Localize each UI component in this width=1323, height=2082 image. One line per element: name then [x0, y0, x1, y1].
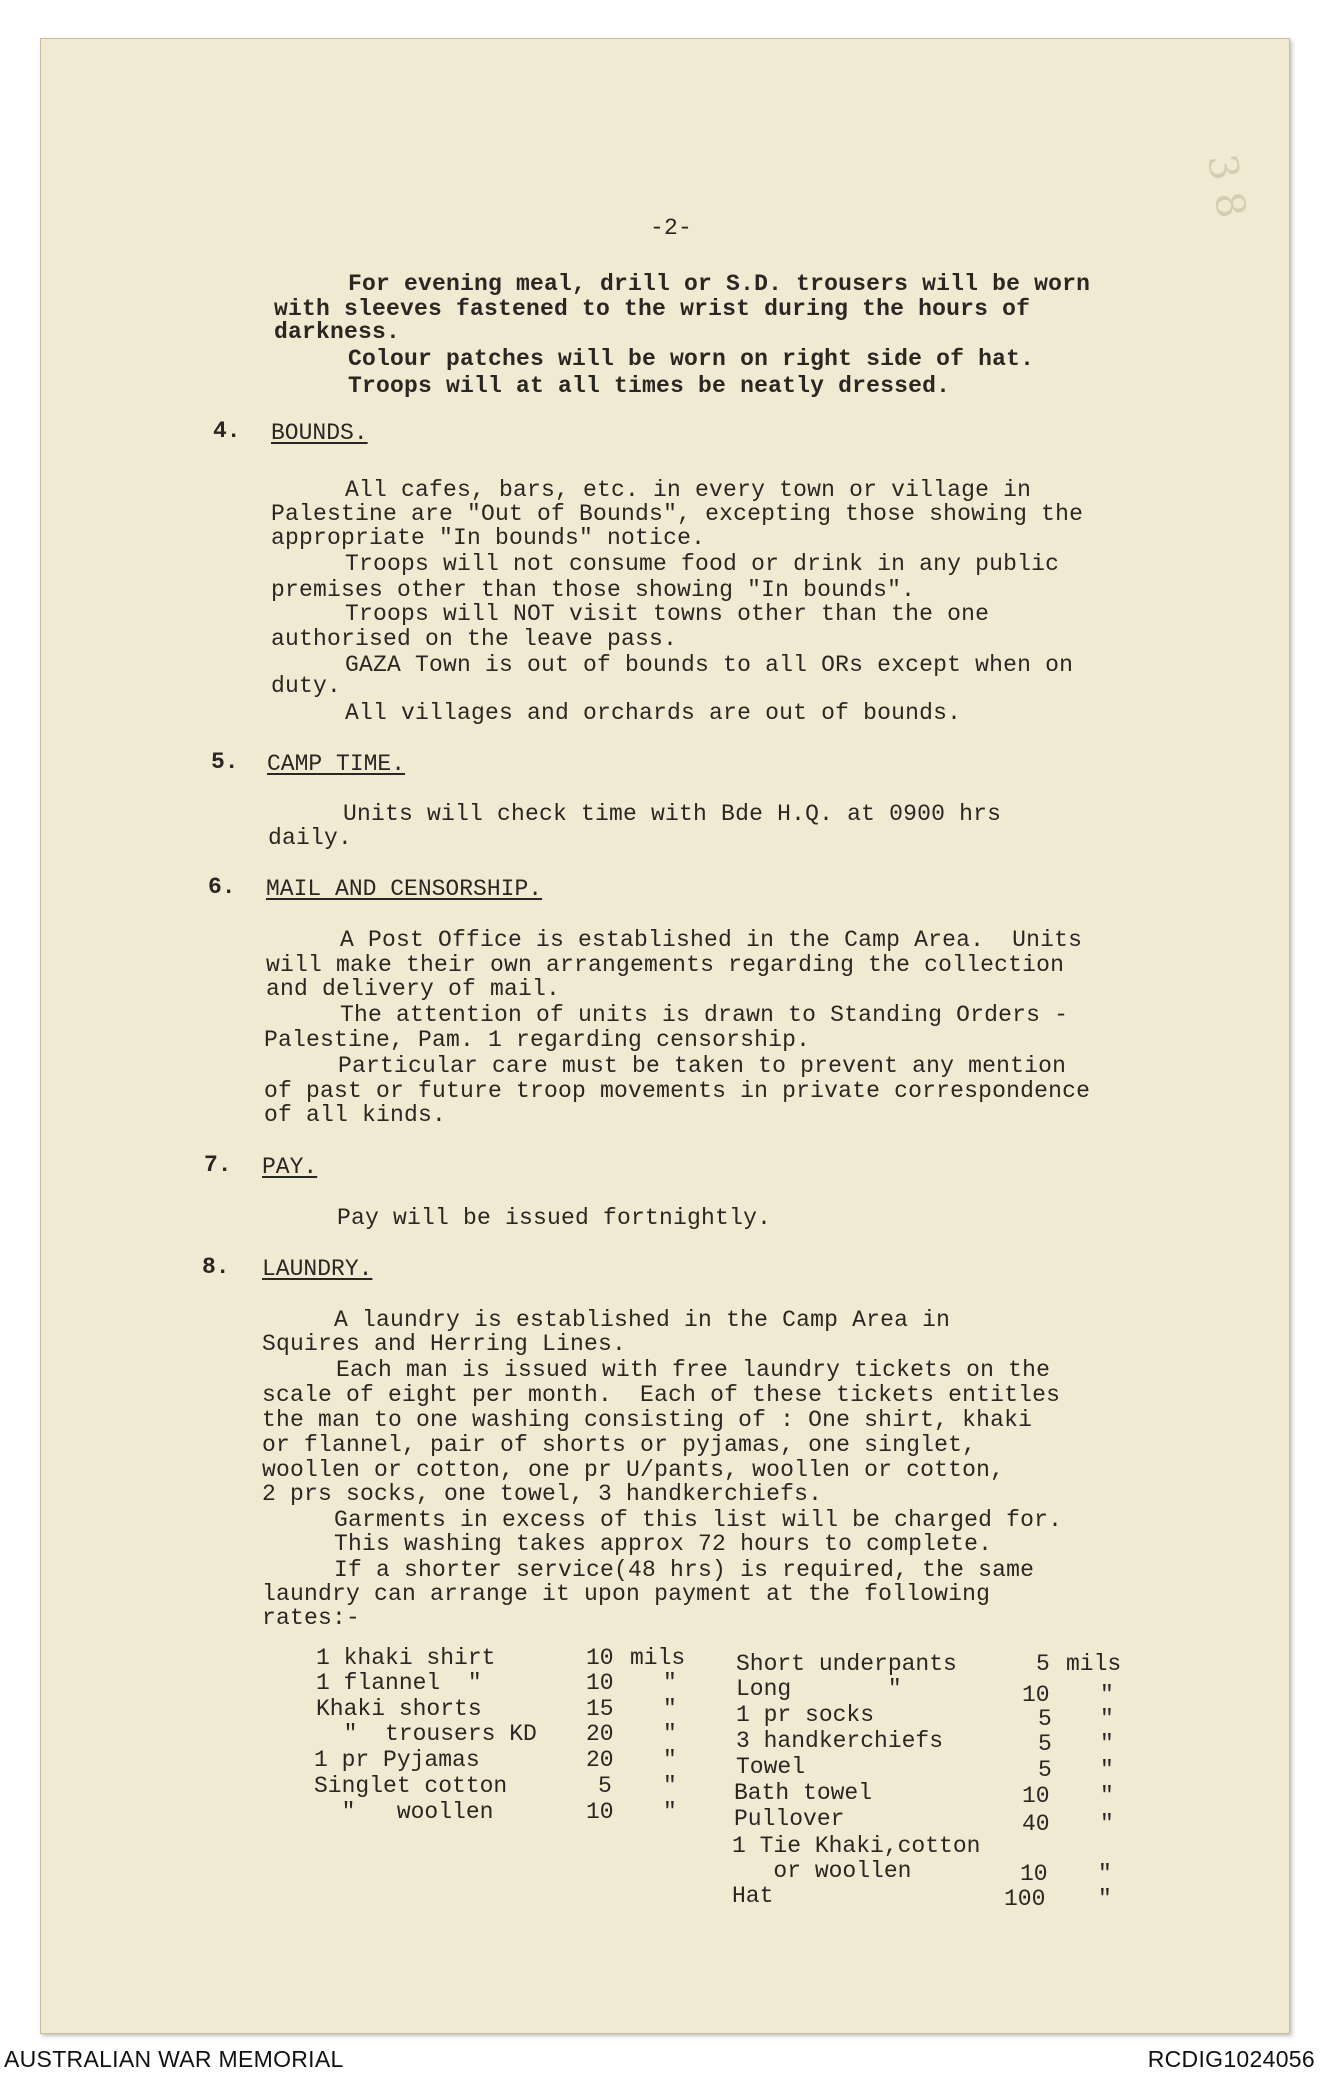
laundry-line: This washing takes approx 72 hours to complete.: [334, 1531, 993, 1557]
rate-price: 10: [586, 1645, 614, 1671]
rate-price: 10: [1022, 1682, 1050, 1708]
intro-line: darkness.: [274, 319, 401, 345]
camp-time-line: Units will check time with Bde H.Q. at 0900 hrs: [343, 801, 1002, 827]
rate-price: 5: [1038, 1731, 1052, 1757]
rate-unit: mils: [1066, 1651, 1122, 1677]
rate-price: 15: [586, 1696, 614, 1722]
rate-price: 10: [586, 1670, 614, 1696]
bounds-line: All villages and orchards are out of bounds.: [345, 700, 962, 726]
bounds-line: authorised on the leave pass.: [271, 626, 678, 652]
section-heading-pay: PAY.: [262, 1154, 318, 1180]
rate-item: Long ": [736, 1676, 902, 1702]
section-heading-bounds: BOUNDS.: [271, 420, 368, 446]
mail-line: and delivery of mail.: [266, 976, 561, 1002]
rate-item: Singlet cotton: [314, 1773, 508, 1799]
rate-price: 10: [586, 1799, 614, 1825]
rate-unit: ": [663, 1747, 677, 1773]
rate-price: 20: [586, 1721, 614, 1747]
laundry-line: If a shorter service(48 hrs) is required, the same: [334, 1557, 1035, 1583]
section-number: 5.: [211, 749, 239, 775]
rate-price: 20: [586, 1747, 614, 1773]
footer-source: AUSTRALIAN WAR MEMORIAL: [4, 2046, 344, 2072]
intro-line: For evening meal, drill or S.D. trousers will be worn: [348, 271, 1091, 297]
section-heading-camp-time: CAMP TIME.: [267, 751, 406, 777]
rate-item: Bath towel: [734, 1780, 873, 1806]
rate-item: Towel: [736, 1754, 806, 1780]
rate-item: 1 Tie Khaki,cotton: [732, 1833, 981, 1859]
rate-item: " woollen: [314, 1799, 494, 1825]
rate-item: or woollen: [732, 1858, 912, 1884]
pay-line: Pay will be issued fortnightly.: [337, 1205, 772, 1231]
laundry-line: the man to one washing consisting of : One shirt, khaki: [262, 1407, 1033, 1433]
section-heading-laundry: LAUNDRY.: [262, 1256, 373, 1282]
rate-unit: ": [663, 1670, 677, 1696]
rate-unit: ": [1100, 1731, 1114, 1757]
rate-item: " trousers KD: [316, 1721, 537, 1747]
rate-unit: ": [1100, 1706, 1114, 1732]
rate-price: 5: [598, 1773, 612, 1799]
rate-unit: ": [1100, 1783, 1114, 1809]
rate-price: 5: [1036, 1651, 1050, 1677]
rate-unit: ": [663, 1696, 677, 1722]
bounds-line: appropriate "In bounds" notice.: [271, 525, 706, 551]
rate-unit: mils: [630, 1645, 686, 1671]
rate-item: 1 pr Pyjamas: [314, 1747, 480, 1773]
rate-unit: ": [663, 1721, 677, 1747]
bounds-line: premises other than those showing "In bounds".: [271, 577, 916, 603]
laundry-line: Squires and Herring Lines.: [262, 1331, 627, 1357]
page-number: -2-: [650, 215, 693, 241]
rate-unit: ": [1098, 1886, 1112, 1912]
mail-line: of past or future troop movements in private correspondence: [264, 1078, 1091, 1104]
laundry-line: laundry can arrange it upon payment at the following: [262, 1581, 991, 1607]
laundry-line: or flannel, pair of shorts or pyjamas, one singlet,: [262, 1432, 977, 1458]
rate-unit: ": [663, 1799, 677, 1825]
rate-price: 100: [1004, 1886, 1046, 1912]
laundry-line: rates:-: [262, 1605, 361, 1631]
rate-price: 40: [1022, 1811, 1050, 1837]
rate-item: Khaki shorts: [316, 1696, 482, 1722]
intro-line: Troops will at all times be neatly dressed.: [348, 373, 951, 399]
laundry-line: scale of eight per month. Each of these tickets entitles: [262, 1382, 1061, 1408]
rate-unit: ": [1100, 1811, 1114, 1837]
mail-line: of all kinds.: [264, 1102, 447, 1128]
mail-line: Particular care must be taken to prevent any mention: [338, 1053, 1067, 1079]
section-number: 6.: [208, 874, 236, 900]
rate-unit: ": [663, 1773, 677, 1799]
mail-line: A Post Office is established in the Camp Area. Units: [340, 927, 1083, 953]
footer-record-id: RCDIG1024056: [1147, 2046, 1315, 2072]
rate-item: Hat: [732, 1883, 774, 1909]
rate-item: 1 khaki shirt: [316, 1645, 496, 1671]
section-number: 7.: [204, 1152, 232, 1178]
rate-item: Short underpants: [736, 1651, 957, 1677]
section-number: 8.: [202, 1254, 230, 1280]
rate-item: Pullover: [734, 1806, 845, 1832]
rate-item: 1 flannel ": [316, 1670, 482, 1696]
bounds-line: All cafes, bars, etc. in every town or village in: [345, 477, 1032, 503]
mail-line: will make their own arrangements regarding the collection: [266, 952, 1065, 978]
bounds-line: duty.: [271, 673, 342, 699]
rate-item: 3 handkerchiefs: [736, 1728, 944, 1754]
laundry-line: 2 prs socks, one towel, 3 handkerchiefs.: [262, 1481, 823, 1507]
bounds-line: Palestine are "Out of Bounds", excepting those showing the: [271, 501, 1084, 527]
section-heading-mail: MAIL AND CENSORSHIP.: [266, 876, 543, 902]
rate-price: 5: [1038, 1706, 1052, 1732]
laundry-line: A laundry is established in the Camp Area in: [334, 1307, 951, 1333]
mail-line: Palestine, Pam. 1 regarding censorship.: [264, 1027, 811, 1053]
laundry-line: woollen or cotton, one pr U/pants, woollen or cotton,: [262, 1457, 1005, 1483]
rate-price: 5: [1038, 1757, 1052, 1783]
bounds-line: Troops will NOT visit towns other than the one: [345, 601, 990, 627]
mail-line: The attention of units is drawn to Standing Orders -: [340, 1002, 1069, 1028]
pencil-marks: 3 8: [1197, 150, 1255, 222]
rate-unit: ": [1100, 1757, 1114, 1783]
intro-line: Colour patches will be worn on right side of hat.: [348, 346, 1035, 372]
intro-line: with sleeves fastened to the wrist during the hours of: [274, 296, 1031, 322]
rate-unit: ": [1100, 1682, 1114, 1708]
laundry-line: Each man is issued with free laundry tickets on the: [336, 1357, 1051, 1383]
bounds-line: GAZA Town is out of bounds to all ORs except when on: [345, 652, 1074, 678]
bounds-line: Troops will not consume food or drink in any public: [345, 551, 1060, 577]
section-number: 4.: [213, 418, 241, 444]
rate-price: 10: [1020, 1861, 1048, 1887]
rate-unit: ": [1098, 1861, 1112, 1887]
rate-price: 10: [1022, 1783, 1050, 1809]
rate-item: 1 pr socks: [736, 1702, 875, 1728]
laundry-line: Garments in excess of this list will be charged for.: [334, 1507, 1063, 1533]
camp-time-line: daily.: [268, 825, 353, 851]
